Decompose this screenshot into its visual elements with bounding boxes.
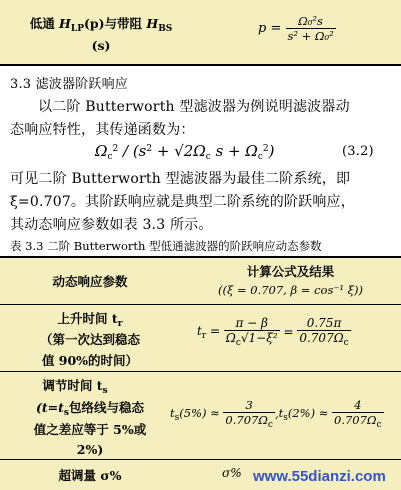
settle-formula: $t_s(5\%)$ ≈ $\frac{3}{0.707\Omega_c}$ $,t_s(2\%)$ ≈ $\frac{4}{0.707\Omega_c}$: [170, 398, 382, 430]
rise-label-1: 上升时间 $t_r$: [57, 311, 123, 329]
equation-number: (3.2): [342, 144, 374, 159]
paragraph-2-line-1: 可见二阶 Butterworth 型滤波器为最佳二阶系统，即: [10, 171, 351, 187]
transfer-function: $\Omega_c^2 / (s^2 + √2\Omega_c$ $s + \Omega_c^2$): [95, 142, 275, 162]
paragraph-1-line-2: 态响应特性，其传递函数为：: [10, 122, 195, 138]
settle-label-1: 调节时间 $t_s$: [42, 378, 108, 396]
top-table-rule: [0, 64, 401, 66]
rise-label-2: （第一次达到稳态: [39, 332, 140, 347]
section-heading: 3.3 滤波器阶跃响应: [10, 77, 129, 92]
top-row-label: 低通 $H_{LP}(p)$与带阻 $H_{BS}$: [29, 16, 173, 34]
top-row-formula: p = $\frac{\text{Ω₀²s}}{\text{s² + Ω₀²}}$: [258, 14, 334, 43]
settle-label-4: 2%): [76, 442, 104, 457]
rise-formula: $t_r$ = $\frac{\pi - \beta}{\Omega_c√1-\xi^2}$ = $\frac{0.75\pi}{0.707\Omega_c}$: [197, 316, 349, 348]
site-watermark: www.55dianzi.com: [253, 468, 386, 485]
paragraph-2-line-2: ξ=0.707。其阶跃响应就是典型二阶系统的阶跃响应，: [10, 194, 355, 210]
overshoot-formula-partial: σ%: [222, 466, 242, 480]
paragraph-2-line-3: 其动态响应参数如表 3.3 所示。: [10, 217, 213, 233]
header-col2-line1: 计算公式及结果: [246, 264, 335, 279]
header-col2-line2: ((ξ = 0.707, β = cos⁻¹ ξ)): [218, 283, 363, 297]
settle-label-3: 值之差应等于 5%或: [33, 422, 147, 437]
top-row-label-s: (s): [91, 38, 111, 53]
header-col1: 动态响应参数: [52, 274, 128, 289]
table-caption: 表 3.3 二阶 Butterworth 型低通滤波器的阶跃响应动态参数: [10, 239, 322, 253]
rise-label-3: 值 90%的时间）: [41, 353, 139, 368]
settle-label-2: ($t=t_s$包络线与稳态: [35, 400, 145, 418]
paragraph-1-line-1: 以二阶 Butterworth 型滤波器为例说明滤波器动: [38, 99, 350, 115]
overshoot-label: 超调量 σ%: [58, 468, 122, 483]
